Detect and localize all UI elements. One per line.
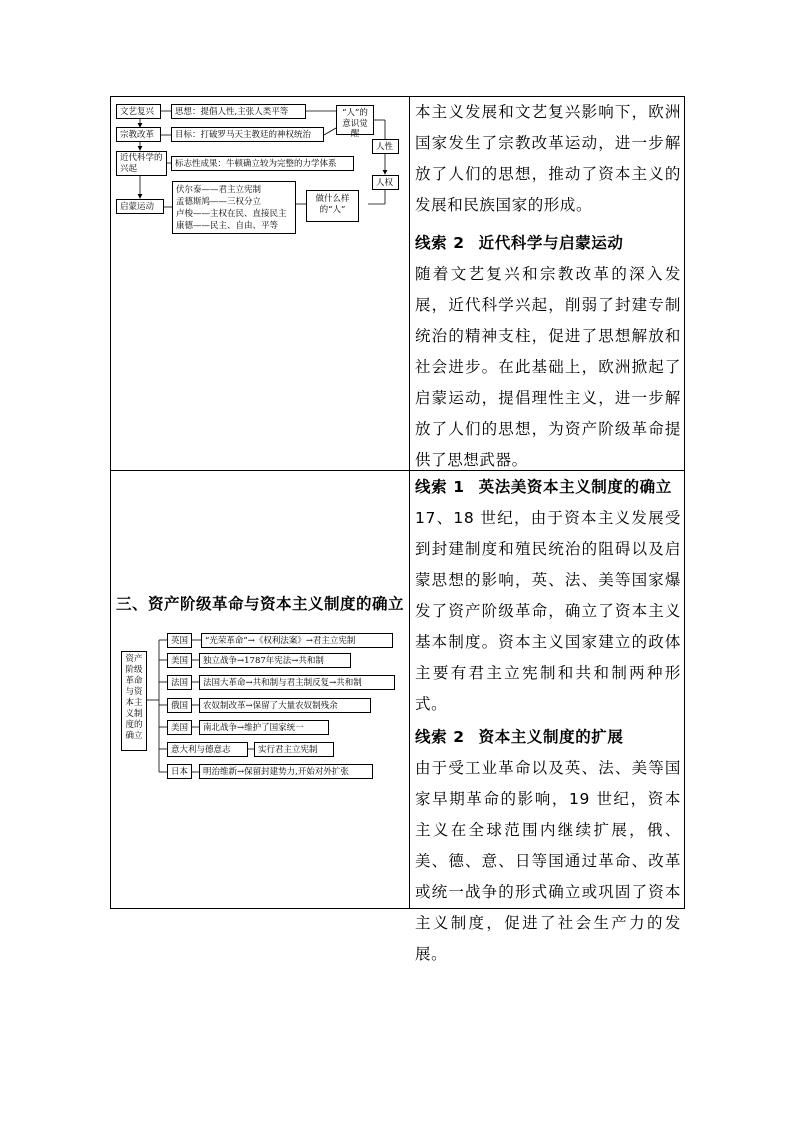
- clue-heading: [415, 472, 681, 503]
- clue-title: 资本主义制度的扩展: [478, 728, 624, 746]
- renaissance-detail-box: 思想：提倡人性,主张人类平等: [171, 104, 306, 119]
- detail-box-japan: 明治维新→保留封建势力,开始对外扩张: [199, 764, 373, 779]
- country-box-england: 英国: [167, 633, 192, 648]
- human-rights-box: 人权: [372, 175, 399, 190]
- enlightenment-box: 启蒙运动: [116, 199, 164, 214]
- science-box: [116, 151, 167, 176]
- humanity-box: 人性: [372, 139, 399, 154]
- section-title: 三、资产阶级革命与资本主义制度的确立: [115, 595, 404, 613]
- paragraph-expansion: 由于受工业革命以及英、法、美等国家早期革命的影响，19 世纪，资本主义在全球范围内继续扩展，俄、美、德、意、日等国通过革命、改革或统一战争的形式确立或巩固了资本主义制度，促进了社会生产力的发展。: [415, 759, 681, 963]
- clue-tag: 线索 1: [415, 478, 465, 496]
- enlightenment-item: 孟德斯鸠——三权分立: [176, 197, 262, 207]
- clue-title: 英法美资本主义制度的确立: [478, 478, 672, 496]
- enlightenment-item: 伏尔泰——君主立宪制: [176, 185, 262, 195]
- clue-title: 近代科学与启蒙运动: [478, 234, 624, 252]
- science-label: 近代科学的兴起: [120, 153, 163, 174]
- clue-tag: 线索 2: [415, 234, 465, 252]
- detail-box-usa-civil-war: 南北战争→维护了国家统一: [199, 720, 329, 735]
- awakening-label: “人”的意识觉醒: [342, 108, 368, 139]
- bottom-right-text: [415, 472, 681, 970]
- country-box-usa: 美国: [167, 653, 192, 668]
- detail-box-usa: 独立战争→1787年宪法→共和制: [199, 653, 351, 668]
- detail-box-italy-germany: 实行君主立宪制: [254, 742, 334, 757]
- clue-tag: 线索 2: [415, 728, 465, 746]
- what-person-box: [306, 190, 359, 222]
- detail-box-russia: 农奴制改革→保留了大量农奴制残余: [199, 698, 371, 713]
- paragraph-establishment: 17、18 世纪，由于资本主义发展受到封建制度和殖民统治的阻碍以及启蒙思想的影响，英、法、美等国家爆发了资产阶级革命，确立了资本主义基本制度。资本主义国家建立的政体主要有君主立宪制和共和制两种形式。: [415, 509, 681, 713]
- top-right-text: [415, 97, 681, 476]
- reformation-box: 宗教改革: [116, 127, 161, 142]
- clue-heading: [415, 722, 681, 753]
- detail-box-france: 法国大革命→共和制与君主制反复→共和制: [199, 675, 395, 690]
- detail-box-england: “光荣革命”→《权利法案》→君主立宪制: [201, 633, 393, 648]
- country-box-italy-germany: 意大利与德意志: [167, 742, 248, 757]
- reformation-detail-box: 目标：打破罗马天主教廷的神权统治: [171, 127, 324, 142]
- renaissance-box: 文艺复兴: [116, 104, 161, 119]
- country-box-russia: 俄国: [167, 698, 192, 713]
- table-border-right: [684, 96, 685, 909]
- diagram2-root-box: [121, 651, 147, 751]
- country-box-japan: 日本: [167, 764, 192, 779]
- enlightenment-item: 康德——民主、自由、平等: [176, 221, 279, 231]
- what-person-label: 做什么样的“人”: [315, 194, 350, 215]
- diagram2-root-label: 资产阶级革命与资本主义制度的确立: [125, 654, 143, 741]
- enlightenment-detail-box: [172, 181, 296, 234]
- enlightenment-item: 卢梭——主权在民、直接民主: [176, 209, 287, 219]
- country-box-usa-civil-war: 美国: [167, 720, 192, 735]
- paragraph-science: 随着文艺复兴和宗教改革的深入发展，近代科学兴起，削弱了封建专制统治的精神支柱，促进了思想解放和社会进步。在此基础上，欧洲掀起了启蒙运动，提倡理性主义，进一步解放了人们的思想，为资产阶级革命提供了思想武器。: [415, 265, 681, 469]
- paragraph-reformation: 本主义发展和文艺复兴影响下，欧洲国家发生了宗教改革运动，进一步解放了人们的思想，推动了资本主义的发展和民族国家的形成。: [415, 103, 681, 214]
- awakening-box: [336, 105, 374, 139]
- clue-heading: [415, 228, 681, 259]
- science-detail-box: 标志性成果：牛顿确立较为完整的力学体系: [171, 156, 354, 171]
- country-box-france: 法国: [167, 675, 192, 690]
